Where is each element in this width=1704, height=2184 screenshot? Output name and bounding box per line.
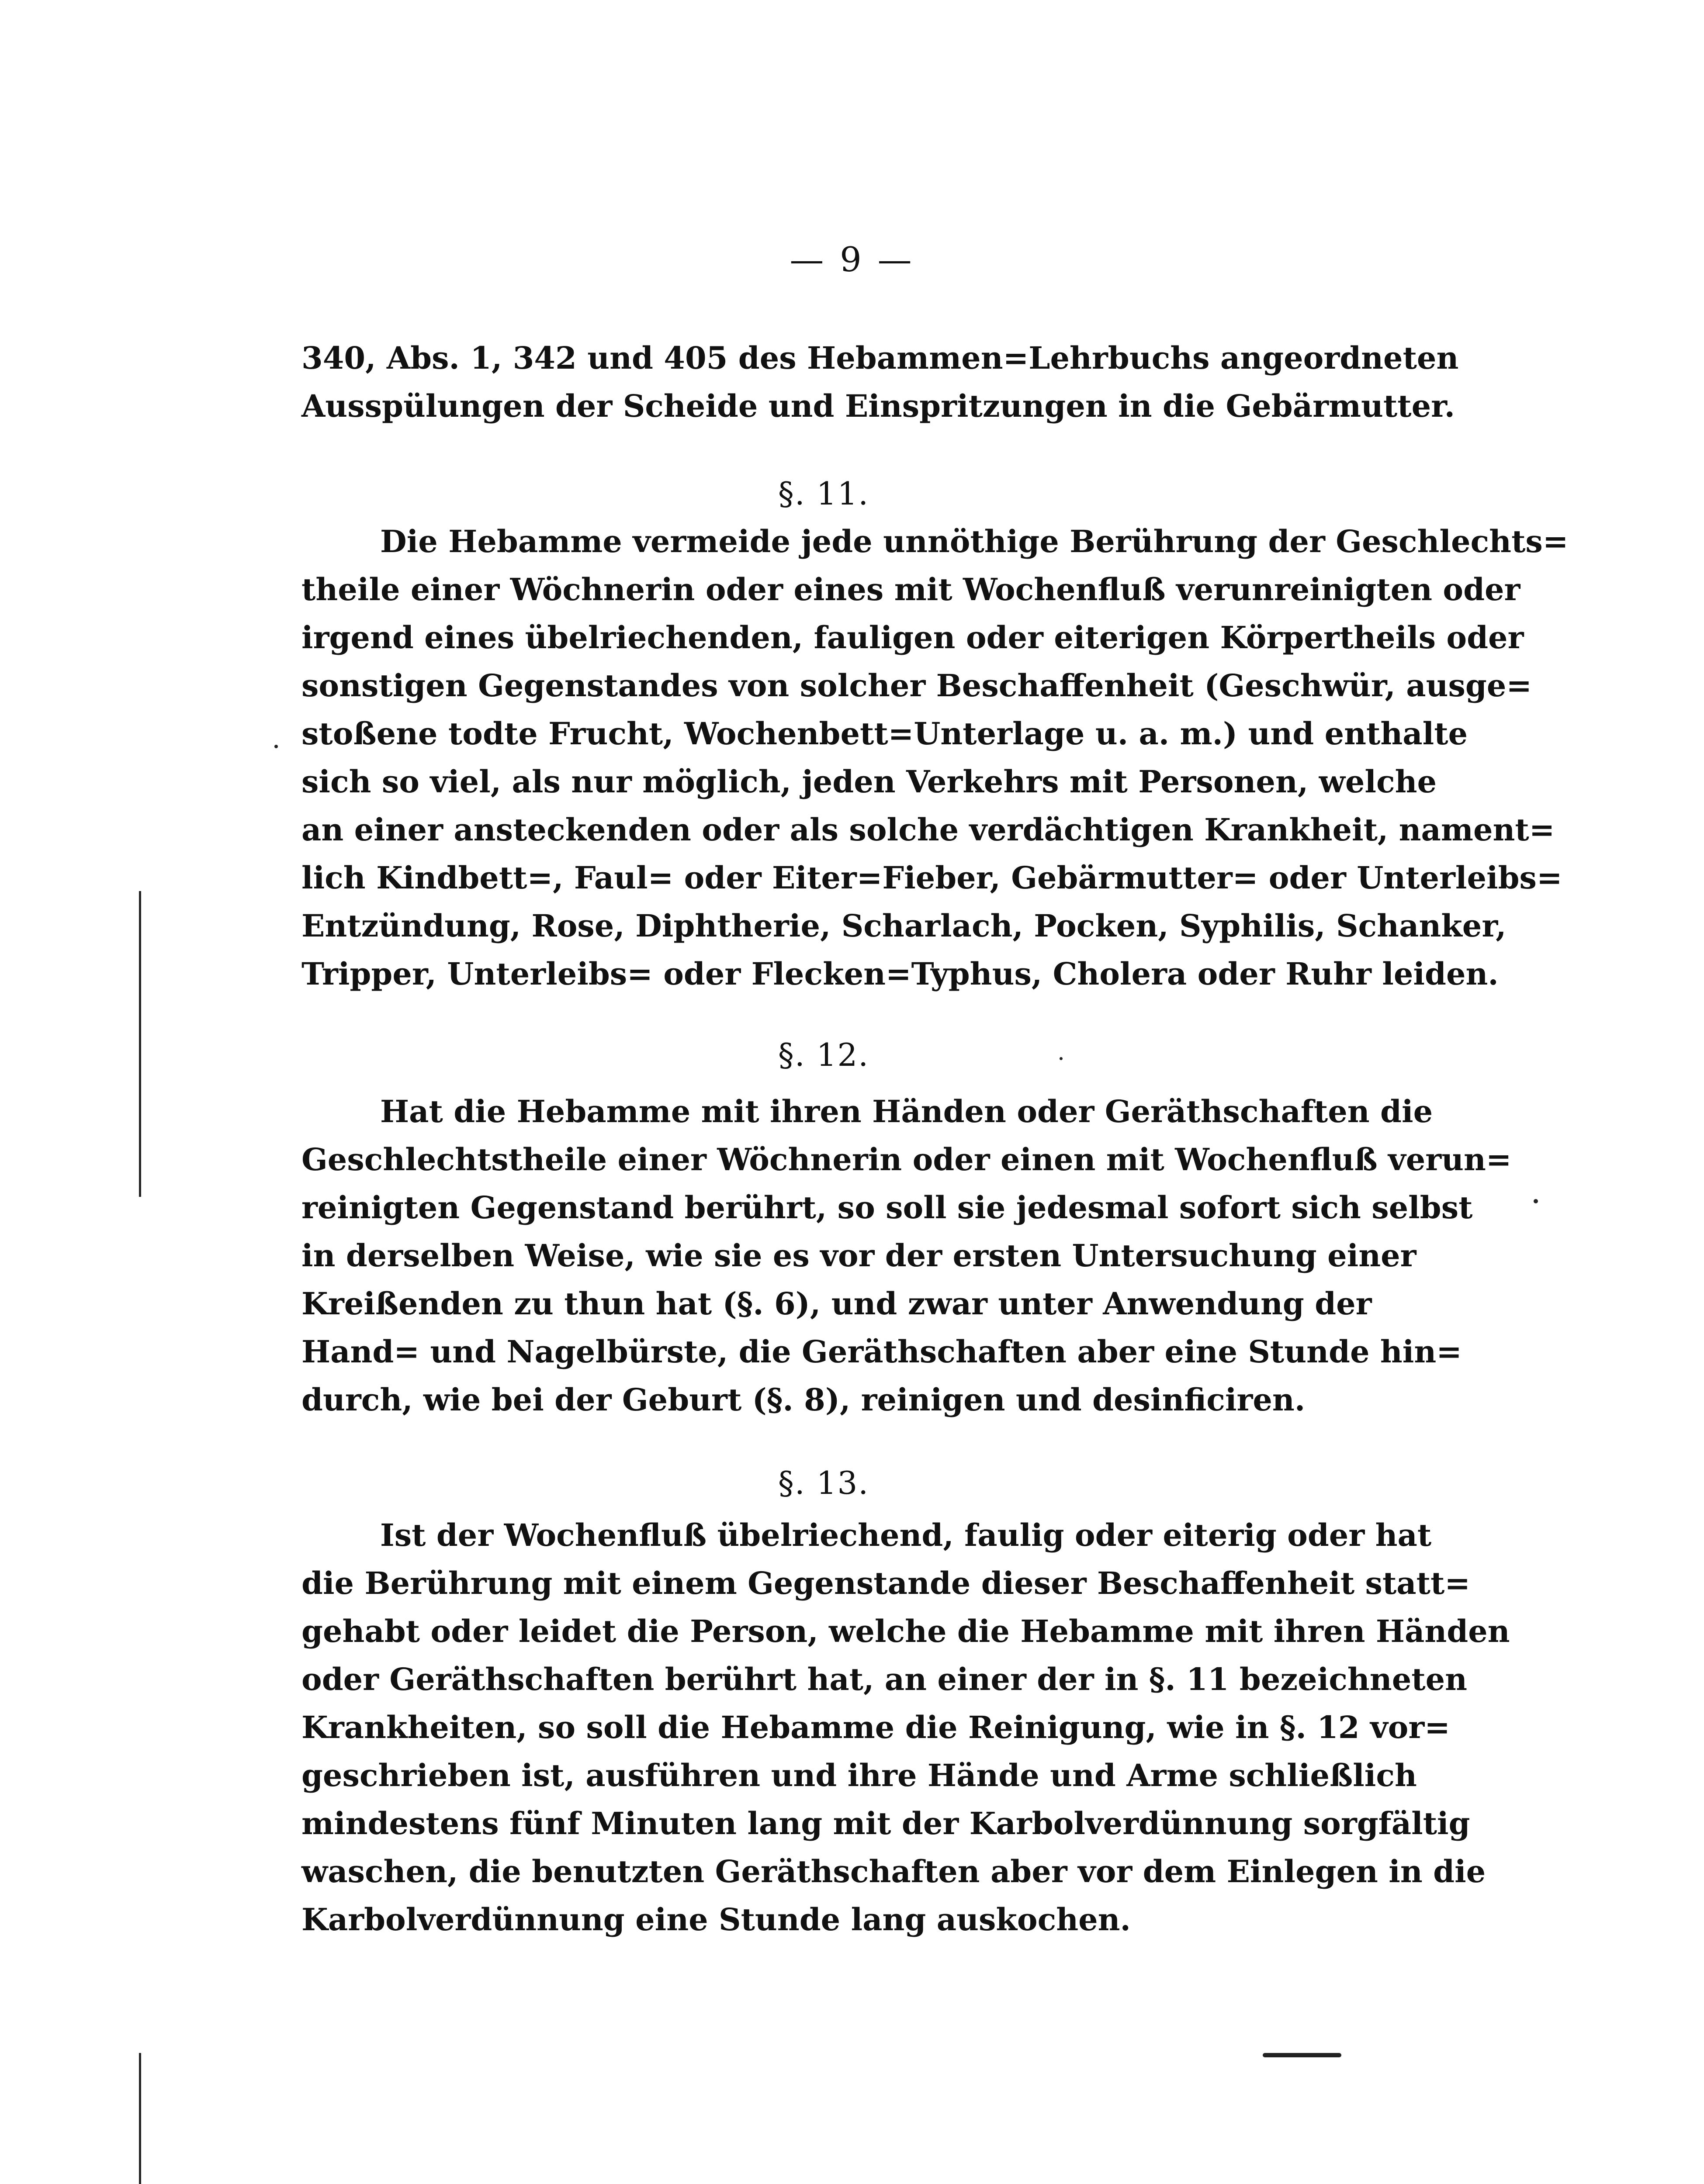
text-line: stoßene todte Frucht, Wochenbett=Unterlage u. a. m.) und enthalte	[301, 715, 1468, 752]
intro-paragraph	[301, 334, 1459, 430]
text-line: Kreißenden zu thun hat (§. 6), und zwar unter Anwendung der	[301, 1286, 1372, 1322]
text-line: Tripper, Unterleibs= oder Flecken=Typhus, Cholera oder Ruhr leiden.	[301, 956, 1499, 992]
scan-artifact-dot	[1534, 1199, 1538, 1203]
text-line: Hand= und Nagelbürste, die Geräthschaften aber eine Stunde hin=	[301, 1334, 1462, 1370]
text-line: Die Hebamme vermeide jede unnöthige Berührung der Geschlechts=	[380, 523, 1569, 560]
text-line: Entzündung, Rose, Diphtherie, Scharlach, Pocken, Syphilis, Schanker,	[301, 908, 1507, 944]
section-heading-11: §. 11.	[778, 475, 869, 512]
text-line: irgend eines übelriechenden, fauligen oder eiterigen Körpertheils oder	[301, 619, 1524, 656]
text-line: mindestens fünf Minuten lang mit der Karbolverdünnung sorgfältig	[301, 1805, 1470, 1842]
text-line: Krankheiten, so soll die Hebamme die Reinigung, wie in §. 12 vor=	[301, 1709, 1450, 1745]
text-line: die Berührung mit einem Gegenstande dieser Beschaffenheit statt=	[301, 1565, 1470, 1601]
text-line: reinigten Gegenstand berührt, so soll sie jedesmal sofort sich selbst	[301, 1189, 1473, 1226]
scan-artifact-margin-line	[139, 2053, 141, 2184]
text-line: Geschlechtstheile einer Wöchnerin oder einen mit Wochenfluß verun=	[301, 1141, 1512, 1178]
text-line: durch, wie bei der Geburt (§. 8), reinigen und desinficiren.	[301, 1382, 1306, 1418]
section-heading-13: §. 13.	[778, 1465, 869, 1501]
text-line: an einer ansteckenden oder als solche verdächtigen Krankheit, nament=	[301, 812, 1555, 848]
section-paragraph-13	[301, 1511, 1510, 1944]
text-line: geschrieben ist, ausführen und ihre Hände und Arme schließlich	[301, 1757, 1417, 1794]
text-line: Ausspülungen der Scheide und Einspritzungen in die Gebärmutter.	[301, 388, 1455, 424]
section-heading-12: §. 12.	[778, 1037, 869, 1073]
text-line: in derselben Weise, wie sie es vor der ersten Untersuchung einer	[301, 1237, 1417, 1274]
scan-artifact-stroke	[1263, 2053, 1341, 2057]
text-line: oder Geräthschaften berührt hat, an einer der in §. 11 bezeichneten	[301, 1661, 1467, 1697]
text-line: Hat die Hebamme mit ihren Händen oder Geräthschaften die	[380, 1093, 1433, 1130]
section-paragraph-12	[301, 1088, 1512, 1424]
scan-artifact-dot	[274, 745, 278, 748]
page-number: — 9 —	[790, 240, 914, 280]
text-line: Karbolverdünnung eine Stunde lang auskochen.	[301, 1901, 1131, 1938]
text-line: waschen, die benutzten Geräthschaften aber vor dem Einlegen in die	[301, 1853, 1486, 1890]
text-line: gehabt oder leidet die Person, welche die Hebamme mit ihren Händen	[301, 1613, 1510, 1649]
scan-artifact-dot	[1060, 1057, 1063, 1060]
scan-artifact-margin-line	[139, 891, 141, 1197]
section-paragraph-11	[301, 518, 1569, 998]
text-line: 340, Abs. 1, 342 und 405 des Hebammen=Lehrbuchs angeordneten	[301, 340, 1459, 376]
text-line: sich so viel, als nur möglich, jeden Verkehrs mit Personen, welche	[301, 764, 1437, 800]
text-line: Ist der Wochenfluß übelriechend, faulig oder eiterig oder hat	[380, 1517, 1432, 1553]
text-line: lich Kindbett=, Faul= oder Eiter=Fieber, Gebärmutter= oder Unterleibs=	[301, 860, 1562, 896]
text-line: sonstigen Gegenstandes von solcher Beschaffenheit (Geschwür, ausge=	[301, 667, 1532, 704]
text-line: theile einer Wöchnerin oder eines mit Wochenfluß verunreinigten oder	[301, 571, 1520, 608]
